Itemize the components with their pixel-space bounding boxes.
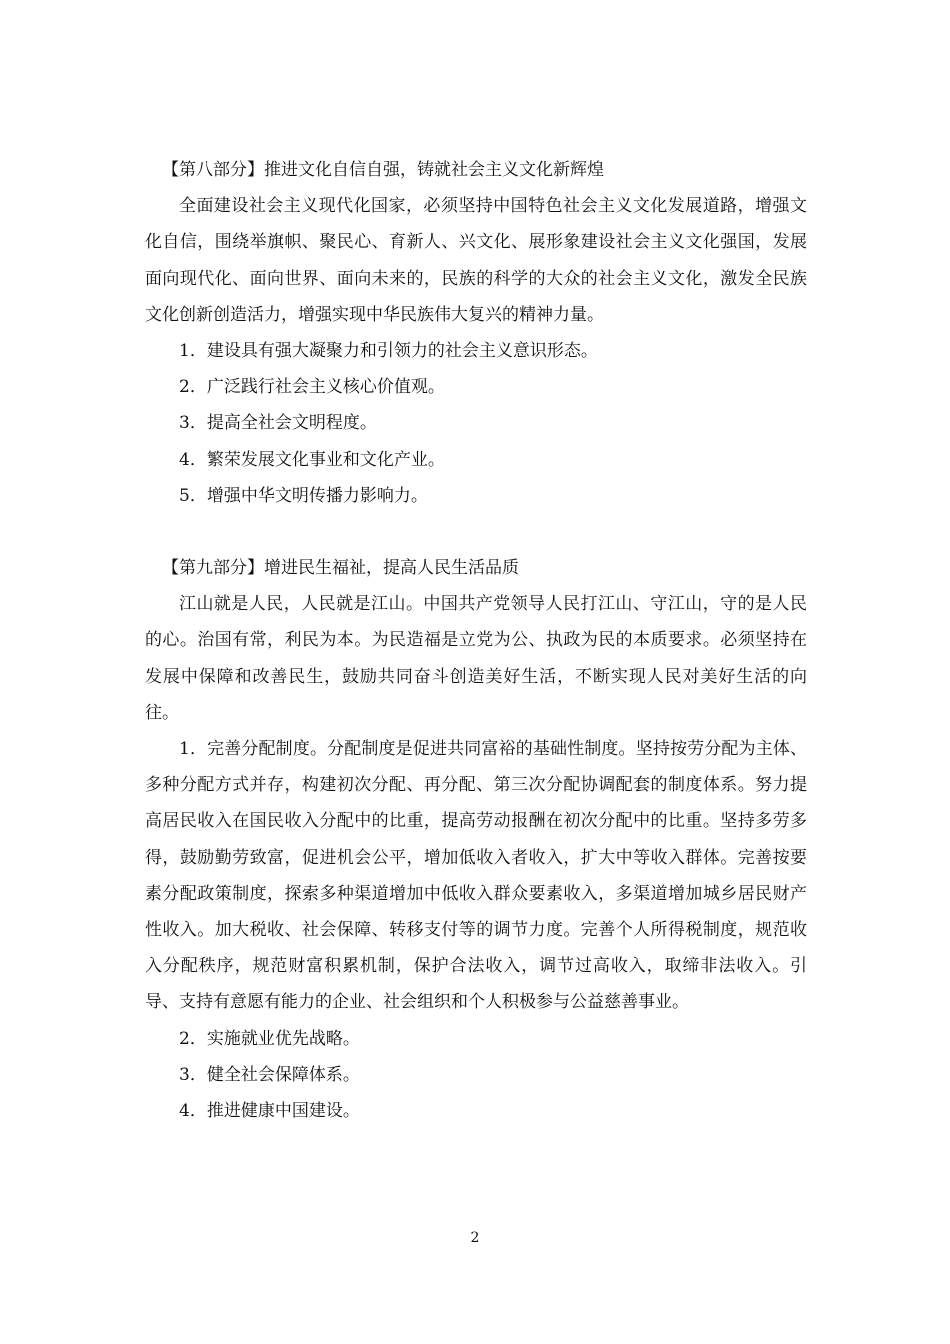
section-8-intro: 全面建设社会主义现代化国家，必须坚持中国特色社会主义文化发展道路，增强文化自信，围绕举旗帜、聚民心、育新人、兴文化、展形象建设社会主义文化强国，发展面向现代化、面向世界、面向未来的，民族的科学的大众的社会主义文化，激发全民族文化创新创造活力，增强实现中华民族伟大复兴的精神力量。 [145,196,807,325]
section-8-item-5: 5．增强中华文明传播力影响力。 [179,485,428,506]
section-8-heading: 【第八部分】推进文化自信自强，铸就社会主义文化新辉煌 [162,160,604,180]
section-9-item-4: 4．推进健康中国建设。 [179,1101,360,1122]
section-8-item-4: 4．繁荣发展文化事业和文化产业。 [179,449,445,470]
section-8-item-2: 2．广泛践行社会主义核心价值观。 [179,377,445,398]
document-page [145,152,807,1129]
page-number: 2 [470,1230,480,1246]
section-9-item-1: 1．完善分配制度。分配制度是促进共同富裕的基础性制度。坚持按劳分配为主体、多种分配方式并存，构建初次分配、再分配、第三次分配协调配套的制度体系。努力提高居民收入在国民收入分配中的比重，提高劳动报酬在初次分配中的比重。坚持多劳多得，鼓励勤劳致富，促进机会公平，增加低收入者收入，扩大中等收入群体。完善按要素分配政策制度，探索多种渠道增加中低收入群众要素收入，多渠道增加城乡居民财产性收入。加大税收、社会保障、转移支付等的调节力度。完善个人所得税制度，规范收入分配秩序，规范财富积累机制，保护合法收入，调节过高收入，取缔非法收入。引导、支持有意愿有能力的企业、社会组织和个人积极参与公益慈善事业。 [145,739,807,1013]
section-8-item-1: 1．建设具有强大凝聚力和引领力的社会主义意识形态。 [179,341,598,362]
section-9-item-3: 3．健全社会保障体系。 [179,1064,360,1085]
section-8-item-3: 3．提高全社会文明程度。 [179,413,377,434]
section-9-item-2: 2．实施就业优先战略。 [179,1028,360,1049]
section-9-intro: 江山就是人民，人民就是江山。中国共产党领导人民打江山、守江山，守的是人民的心。治国有常，利民为本。为民造福是立党为公、执政为民的本质要求。必须坚持在发展中保障和改善民生，鼓励共同奋斗创造美好生活，不断实现人民对美好生活的向往。 [145,594,807,723]
section-9-heading: 【第九部分】增进民生福祉，提高人民生活品质 [162,558,519,579]
section-gap [145,514,807,550]
